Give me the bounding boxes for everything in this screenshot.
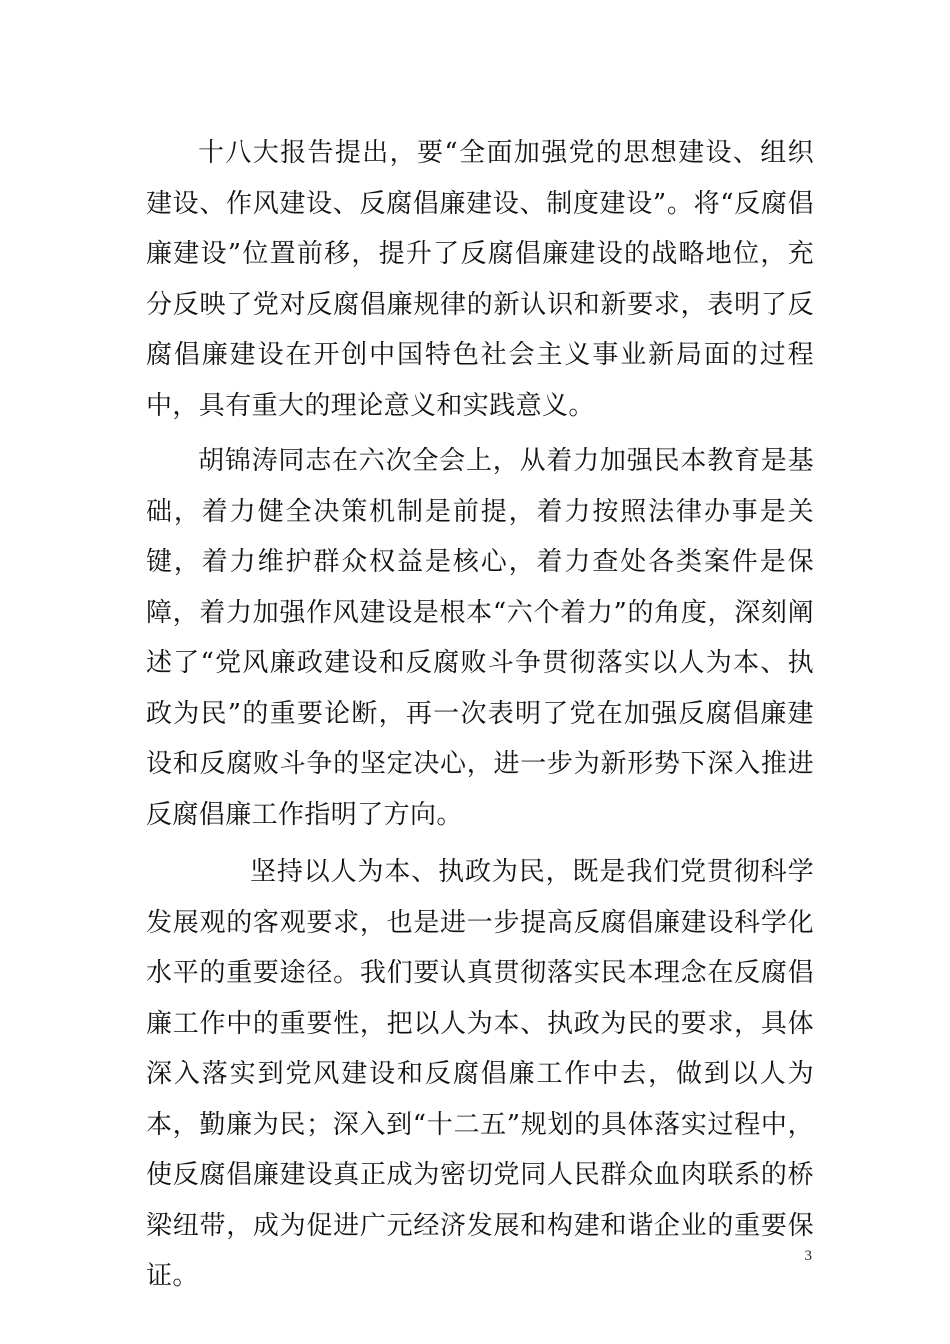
paragraph-2: 胡锦涛同志在六次全会上，从着力加强民本教育是基础，着力健全决策机制是前提，着力按照法律办事是关键，着力维护群众权益是核心，着力查处各类案件是保障，着力加强作风建设是根本“六个着力”的角度，深刻阐述了“党风廉政建设和反腐败斗争贯彻落实以人为本、执政为民”的重要论断，再一次表明了党在加强反腐倡廉建设和反腐败斗争的坚定决心，进一步为新形势下深入推进反腐倡廉工作指明了方向。 <box>146 446 814 830</box>
paragraph-1: 十八大报告提出，要“全面加强党的思想建设、组织建设、作风建设、反腐倡廉建设、制度建设”。将“反腐倡廉建设”位置前移，提升了反腐倡廉建设的战略地位，充分反映了党对反腐倡廉规律的新认识和新要求，表明了反腐倡廉建设在开创中国特色社会主义事业新局面的过程中，具有重大的理论意义和实践意义。 <box>146 138 814 421</box>
page-number: 3 <box>804 1248 812 1264</box>
paragraph-3: 坚持以人为本、执政为民，既是我们党贯彻科学发展观的客观要求，也是进一步提高反腐倡廉建设科学化水平的重要途径。我们要认真贯彻落实民本理念在反腐倡廉工作中的重要性，把以人为本、执政为民的要求，具体深入落实到党风建设和反腐倡廉工作中去，做到以人为本，勤廉为民；深入到“十二五”规划的具体落实过程中，使反腐倡廉建设真正成为密切党同人民群众血肉联系的桥梁纽带，成为促进广元经济发展和构建和谐企业的重要保证。 <box>146 857 814 1291</box>
document-body <box>146 128 814 1302</box>
